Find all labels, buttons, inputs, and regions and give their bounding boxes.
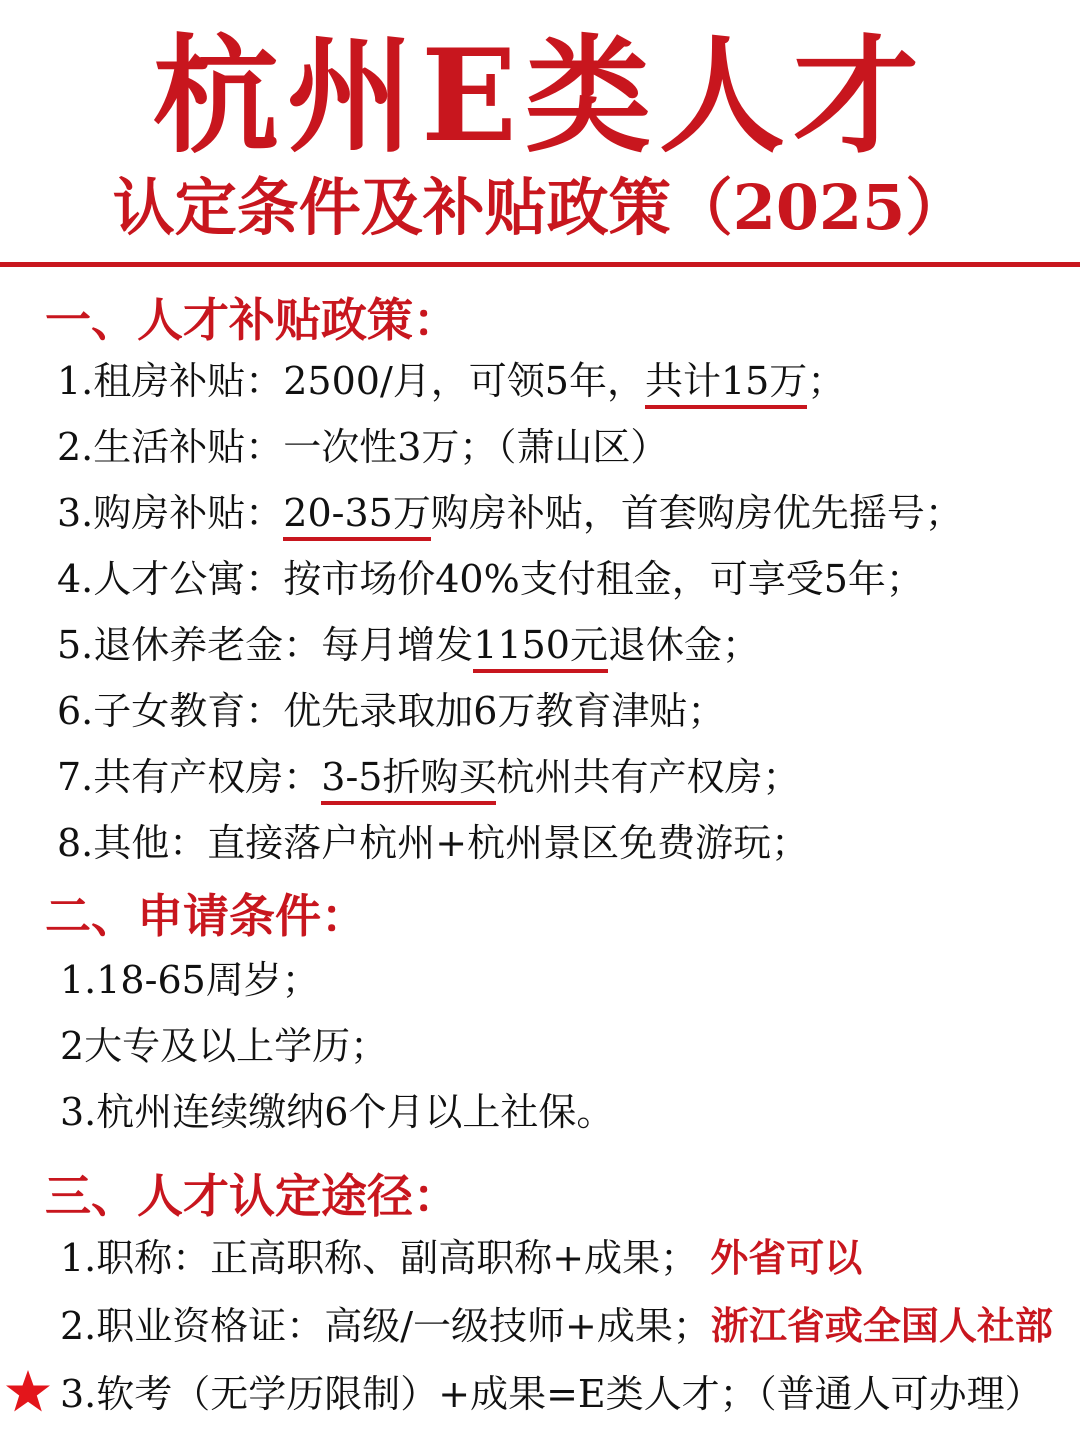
- item-text: 杭州共有产权房；: [496, 755, 801, 799]
- list-item: [57, 753, 800, 801]
- list-item: 3.杭州连续缴纳6个月以上社保。: [60, 1090, 615, 1134]
- item-text: 购房补贴，首套购房优先摇号；: [430, 491, 963, 535]
- list-item: [57, 489, 963, 537]
- list-item: 4.人才公寓：按市场价40%支付租金，可享受5年；: [57, 557, 924, 601]
- page-title: 杭州E类人才: [152, 22, 928, 170]
- list-item: 8.其他：直接落户杭州+杭州景区免费游玩；: [57, 821, 810, 865]
- underlined-highlight: 3-5折购买: [321, 755, 496, 805]
- item-note: 外省可以: [710, 1235, 863, 1280]
- list-item: 2大专及以上学历；: [60, 1024, 389, 1068]
- page-subtitle: 认定条件及补贴政策（2025）: [112, 171, 968, 244]
- list-item: 1.18-65周岁；: [60, 958, 320, 1002]
- list-item: [57, 357, 845, 405]
- title-divider: [0, 262, 1080, 267]
- item-note: 浙江省或全国人社部: [710, 1303, 1053, 1348]
- item-text: 1.职称：正高职称、副高职称+成果；: [60, 1236, 699, 1280]
- underlined-highlight: 20-35万: [283, 491, 431, 541]
- list-item: 6.子女教育：优先录取加6万教育津贴；: [57, 689, 726, 733]
- list-item: 2.生活补贴：一次性3万；（萧山区）: [57, 425, 669, 469]
- item-text: 1.租房补贴：2500/月，可领5年，: [57, 359, 645, 403]
- list-item: 3.软考（无学历限制）+成果=E类人才；（普通人可办理）: [60, 1372, 1043, 1416]
- section-heading-paths: 三、人才认定途径：: [45, 1169, 459, 1223]
- item-text: 2.职业资格证：高级/一级技师+成果；: [60, 1304, 711, 1348]
- item-text: ；: [807, 359, 846, 403]
- list-item: [57, 621, 760, 669]
- section-heading-subsidy: 一、人才补贴政策：: [45, 293, 459, 347]
- list-item: [60, 1302, 1053, 1350]
- star-icon: [4, 1368, 52, 1416]
- underlined-highlight: 1150元: [473, 623, 608, 673]
- list-item: [60, 1234, 862, 1282]
- item-text: 5.退休养老金：每月增发: [57, 623, 474, 667]
- item-text: 退休金；: [607, 623, 760, 667]
- section-heading-requirements: 二、申请条件：: [45, 889, 367, 943]
- item-text: 7.共有产权房：: [57, 755, 322, 799]
- item-text: 3.购房补贴：: [57, 491, 284, 535]
- underlined-highlight: 共计15万: [645, 359, 807, 409]
